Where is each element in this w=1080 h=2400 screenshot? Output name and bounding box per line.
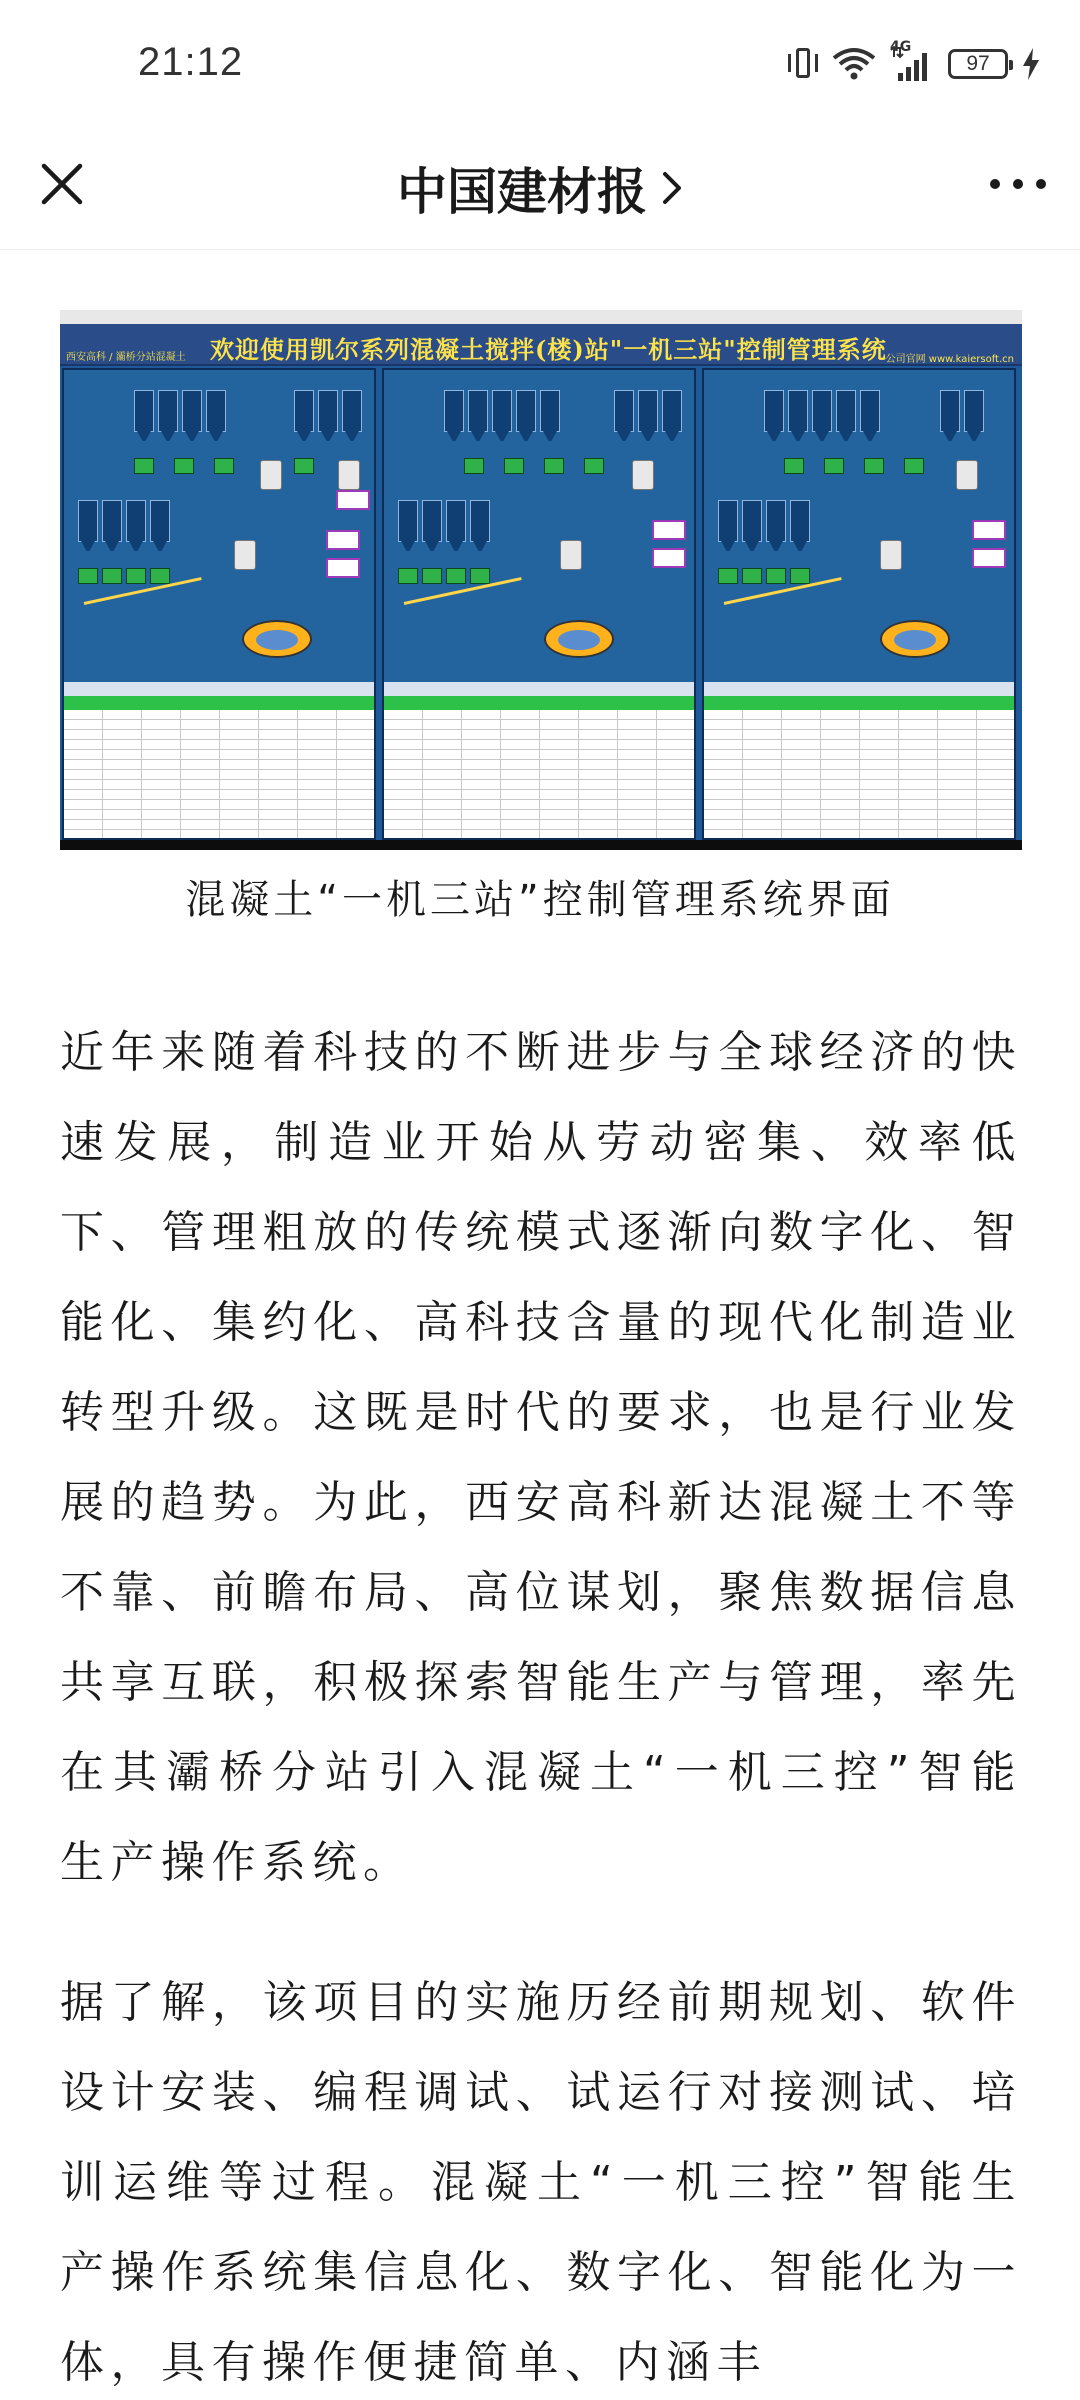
nav-bar xyxy=(0,130,1080,250)
signal-icon xyxy=(890,39,934,83)
status-time: 21:12 xyxy=(138,40,244,84)
status-bar xyxy=(0,0,1080,130)
battery-level: 97 xyxy=(966,52,990,75)
charging-icon xyxy=(1022,48,1040,80)
wifi-icon xyxy=(832,46,876,82)
network-type-label: 4G xyxy=(890,39,912,55)
station-panel-3 xyxy=(702,368,1016,840)
battery-icon xyxy=(948,49,1008,79)
figure-window-titlebar xyxy=(60,310,1022,324)
figure-caption: 混凝土“一机三站”控制管理系统界面 xyxy=(185,877,895,923)
more-icon[interactable] xyxy=(982,160,1054,208)
figure-header xyxy=(60,324,1022,366)
station-panel-1 xyxy=(62,368,376,840)
article-paragraph-1: 近年来随着科技的不断进步与全球经济的快速发展，制造业开始从劳动密集、效率低下、管理粗放的传统模式逐渐向数字化、智能化、集约化、高科技含量的现代化制造业转型升级。这既是时代的要求，也是行业发展的趋势。为此，西安高科新达混凝土不等不靠、前瞻布局、高位谋划，聚焦数据信息共享互联，积极探索智能生产与管理，率先在其灞桥分站引入混凝土“一机三控”智能生产操作系统。 xyxy=(60,1027,1022,1888)
figure-header-left: 西安高科 / 灞桥分站混凝土 xyxy=(66,352,186,363)
vibrate-icon xyxy=(788,46,818,82)
article-figure[interactable] xyxy=(60,310,1022,850)
status-icons xyxy=(788,39,1040,84)
chevron-right-icon xyxy=(661,170,683,206)
figure-header-title: 欢迎使用凯尔系列混凝土搅拌(楼)站"一机三站"控制管理系统 xyxy=(210,335,887,364)
account-title-link[interactable] xyxy=(397,152,683,224)
article-paragraph-2: 据了解，该项目的实施历经前期规划、软件设计安装、编程调试、试运行对接测试、培训运维等过程。混凝土“一机三控”智能生产操作系统集信息化、数字化、智能化为一体，具有操作便捷简单、内涵丰 xyxy=(60,1977,1022,2388)
figure-header-right: 公司官网 www.kaiersoft.cn xyxy=(885,354,1014,365)
figure-taskbar xyxy=(60,840,1022,850)
page-title: 中国建材报 xyxy=(397,163,647,221)
station-panel-2 xyxy=(382,368,696,840)
